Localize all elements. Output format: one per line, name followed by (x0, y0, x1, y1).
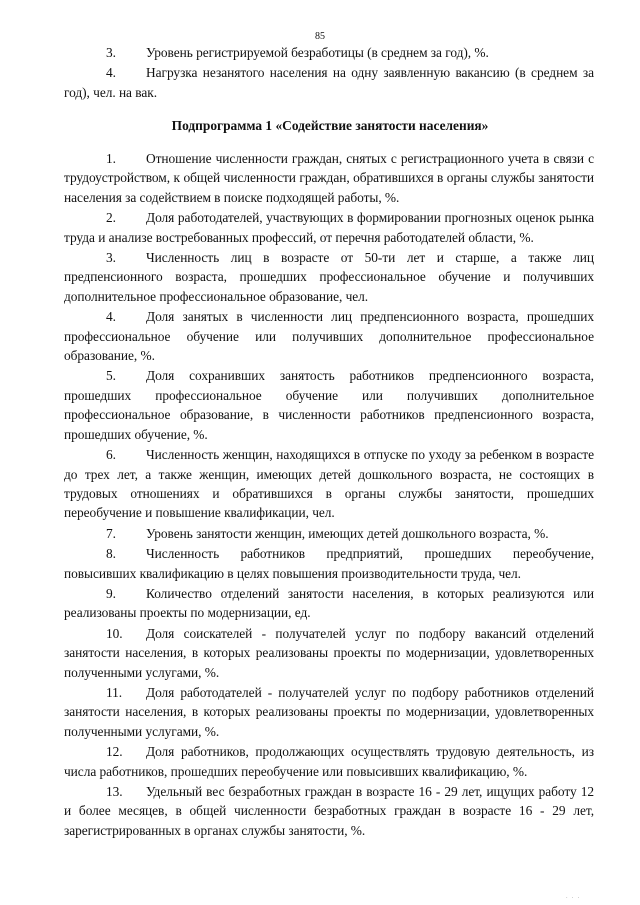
item-text: Уровень регистрируемой безработицы (в среднем за год), %. (146, 45, 489, 60)
list-item (64, 544, 594, 583)
top-indicator-list (64, 43, 594, 102)
item-text: Доля работодателей, участвующих в формировании прогнозных оценок рынка труда и анализе востребованных профессий, от перечня работодателей области, %. (64, 210, 594, 245)
section-heading: Подпрограмма 1 «Содействие занятости населения» (171, 118, 489, 133)
list-item (64, 683, 594, 741)
scan-marks: · · · (566, 896, 581, 901)
item-number: 12. (106, 744, 123, 760)
page-number: 85 (315, 31, 325, 42)
item-text: Доля соискателей - получателей услуг по подбору вакансий отделений занятости населения, в которых реализованы проекты по модернизации, удовлетворенных полученными услугами, %. (64, 625, 594, 680)
list-item (64, 624, 594, 682)
item-number: 6. (106, 447, 116, 463)
item-text: Доля сохранивших занятость работников предпенсионного возраста, прошедших профессиональное обучение или получивших дополнительное профессиональное образование, в численности работников предпенсионного возраста, прошедших обучение, %. (64, 368, 594, 442)
item-text: Уровень занятости женщин, имеющих детей дошкольного возраста, %. (146, 525, 549, 541)
indicator-list (64, 149, 594, 840)
item-number: 4. (106, 309, 116, 325)
item-text: Отношение численности граждан, снятых с регистрационного учета в связи с трудоустройством, к общей численности граждан, обратившихся в органы службы занятости населения за содействием в поиске подходящей работы, %. (64, 151, 594, 205)
item-text: Доля работодателей - получателей услуг по подбору работников отделений занятости населения, в которых реализованы проекты по модернизации, удовлетворенных полученными услугами, %. (64, 684, 594, 739)
item-number: 1. (106, 151, 116, 166)
list-item (64, 43, 594, 62)
list-item (64, 782, 594, 840)
item-number: 9. (106, 585, 116, 601)
item-number: 13. (106, 784, 123, 799)
item-number: 5. (106, 368, 116, 384)
item-number: 4. (106, 65, 116, 81)
list-item (64, 366, 594, 444)
list-item (64, 248, 594, 306)
item-text: Нагрузка незанятого населения на одну заявленную вакансию (в среднем за год), чел. на вак. (64, 65, 594, 100)
item-text: Количество отделений занятости населения, в которых реализуются или реализованы проекты по модернизации, ед. (64, 585, 594, 621)
list-item (64, 742, 594, 781)
list-item (64, 524, 594, 543)
item-text: Численность женщин, находящихся в отпуске по уходу за ребенком в возрасте до трех лет, а также женщин, имеющих детей дошкольного возраста, не состоящих в трудовых отношениях и обратившихся в органы службы занятости, прошедших переобучение и повышение квалификации, чел. (64, 447, 594, 521)
item-text: Доля работников, продолжающих осуществлять трудовую деятельность, из числа работников, прошедших переобучение или повысивших квалификацию, %. (64, 744, 594, 779)
item-number: 3. (106, 45, 116, 60)
list-item (64, 445, 594, 523)
item-number: 3. (106, 250, 116, 266)
item-text: Численность лиц в возрасте от 50-ти лет и старше, а также лиц предпенсионного возраста, прошедших профессиональное обучение и получивших дополнительное профессиональное образование, чел. (64, 250, 594, 304)
item-number: 2. (106, 210, 116, 226)
item-text: Численность работников предприятий, прошедших переобучение, повысивших квалификацию в целях повышения производительности труда, чел. (64, 546, 594, 581)
list-item (64, 208, 594, 247)
list-item (64, 307, 594, 365)
item-text: Доля занятых в численности лиц предпенсионного возраста, прошедших профессиональное обучение или получивших дополнительное профессиональное образование, %. (64, 309, 594, 364)
list-item (64, 63, 594, 102)
item-number: 10. (106, 625, 123, 641)
item-number: 11. (106, 684, 123, 700)
item-number: 7. (106, 525, 116, 541)
list-item (64, 584, 594, 623)
list-item (64, 149, 594, 207)
item-number: 8. (106, 546, 116, 562)
item-text: Удельный вес безработных граждан в возрасте 16 - 29 лет, ищущих работу 12 и более месяцев, в общей численности безработных граждан в возрасте 16 - 29 лет, зарегистрированных в органах службы занятости, %. (64, 784, 594, 838)
